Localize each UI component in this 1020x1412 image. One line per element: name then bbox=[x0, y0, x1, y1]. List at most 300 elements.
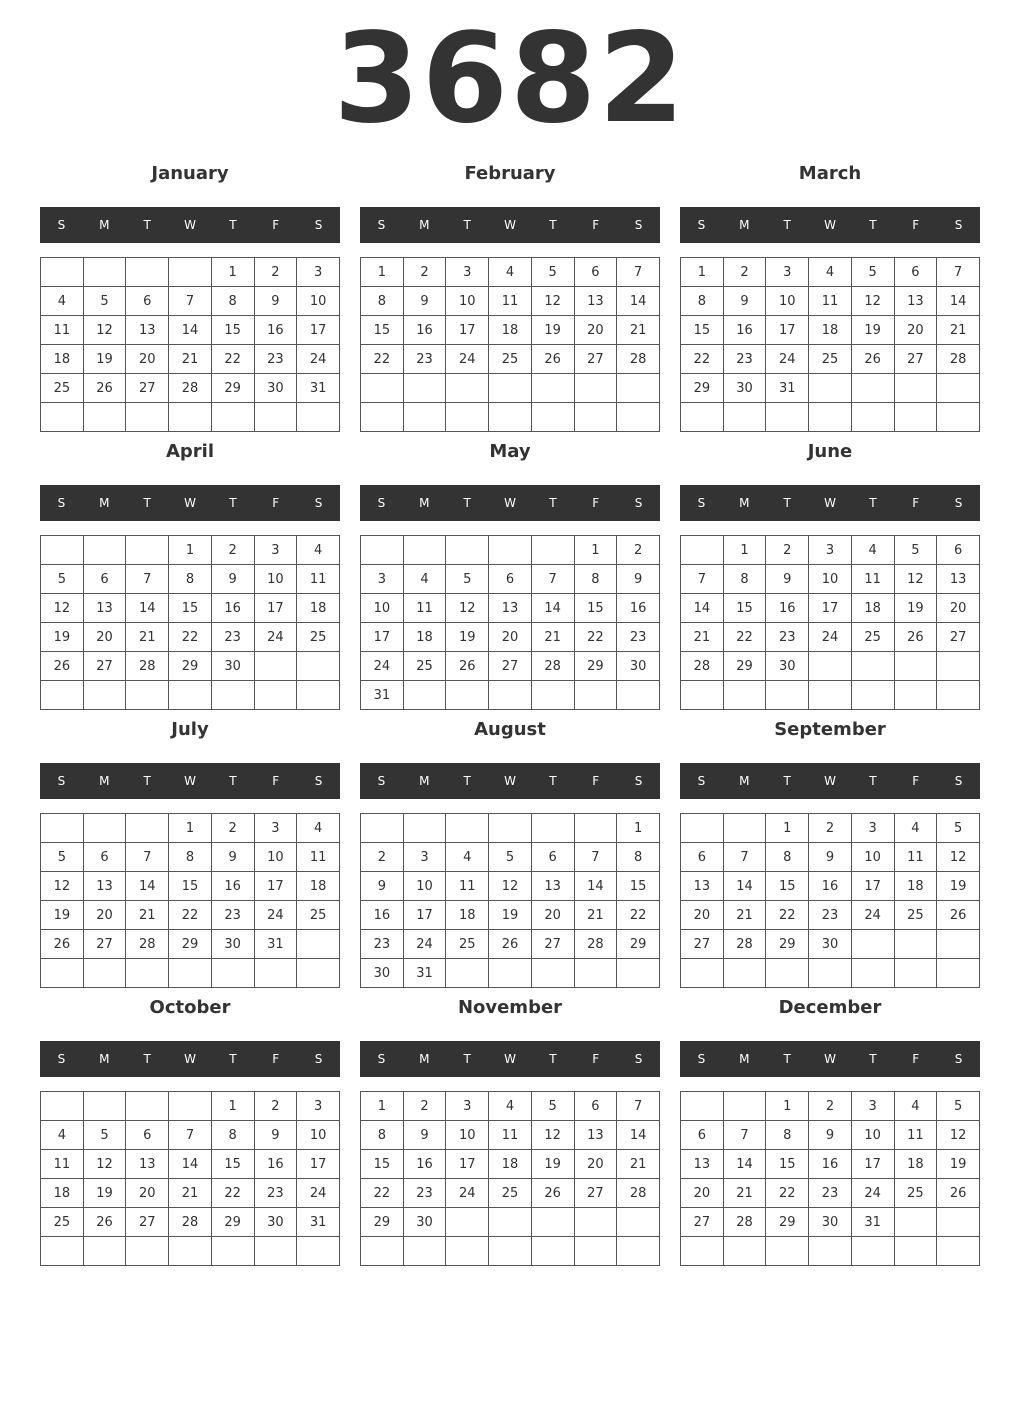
day-cell: 16 bbox=[211, 594, 254, 623]
day-cell: 6 bbox=[574, 258, 617, 287]
day-cell: 13 bbox=[83, 872, 126, 901]
weekday-label: S bbox=[697, 1052, 706, 1066]
day-cell: 7 bbox=[169, 1121, 212, 1150]
day-cell: 11 bbox=[403, 594, 446, 623]
empty-day-cell bbox=[937, 959, 980, 988]
weekday-label: F bbox=[912, 218, 920, 232]
empty-day-cell bbox=[297, 930, 340, 959]
day-cell: 29 bbox=[766, 1208, 809, 1237]
week-row bbox=[361, 959, 660, 988]
day-cell: 18 bbox=[894, 1150, 937, 1179]
week-row bbox=[361, 681, 660, 710]
empty-day-cell bbox=[766, 403, 809, 432]
day-grid bbox=[360, 1091, 660, 1266]
weekday-header bbox=[680, 207, 980, 243]
day-cell: 17 bbox=[446, 1150, 489, 1179]
empty-day-cell bbox=[169, 681, 212, 710]
day-cell: 23 bbox=[211, 901, 254, 930]
weekday-label: T bbox=[229, 218, 237, 232]
day-cell: 19 bbox=[937, 872, 980, 901]
day-cell: 26 bbox=[446, 652, 489, 681]
empty-day-cell bbox=[617, 959, 660, 988]
week-row bbox=[681, 930, 980, 959]
weekday-label: F bbox=[592, 1052, 600, 1066]
day-cell: 20 bbox=[126, 345, 169, 374]
day-cell: 18 bbox=[851, 594, 894, 623]
day-cell: 24 bbox=[809, 623, 852, 652]
day-cell: 26 bbox=[41, 930, 84, 959]
empty-day-cell bbox=[937, 652, 980, 681]
day-cell: 2 bbox=[211, 814, 254, 843]
empty-day-cell bbox=[766, 681, 809, 710]
day-cell: 24 bbox=[446, 345, 489, 374]
week-row bbox=[681, 814, 980, 843]
day-cell: 13 bbox=[681, 1150, 724, 1179]
day-cell: 20 bbox=[83, 901, 126, 930]
empty-day-cell bbox=[83, 1237, 126, 1266]
empty-day-cell bbox=[489, 959, 532, 988]
week-row bbox=[41, 594, 340, 623]
empty-day-cell bbox=[766, 1237, 809, 1266]
day-cell: 15 bbox=[723, 594, 766, 623]
month-name: January bbox=[151, 163, 229, 184]
day-cell: 28 bbox=[937, 345, 980, 374]
empty-day-cell bbox=[126, 258, 169, 287]
week-row bbox=[681, 901, 980, 930]
empty-day-cell bbox=[937, 403, 980, 432]
day-cell: 10 bbox=[446, 287, 489, 316]
day-cell: 18 bbox=[297, 594, 340, 623]
weekday-label: T bbox=[783, 496, 791, 510]
weekday-label: M bbox=[739, 774, 750, 788]
day-cell: 27 bbox=[681, 1208, 724, 1237]
day-cell: 28 bbox=[531, 652, 574, 681]
week-row bbox=[41, 652, 340, 681]
week-row bbox=[681, 594, 980, 623]
day-cell: 18 bbox=[894, 872, 937, 901]
day-cell: 19 bbox=[83, 1179, 126, 1208]
empty-day-cell bbox=[126, 814, 169, 843]
day-cell: 10 bbox=[446, 1121, 489, 1150]
empty-day-cell bbox=[489, 374, 532, 403]
empty-day-cell bbox=[361, 814, 404, 843]
day-cell: 12 bbox=[531, 1121, 574, 1150]
empty-day-cell bbox=[894, 374, 937, 403]
empty-day-cell bbox=[531, 1208, 574, 1237]
empty-day-cell bbox=[403, 1237, 446, 1266]
day-cell: 7 bbox=[617, 258, 660, 287]
day-cell: 19 bbox=[41, 623, 84, 652]
day-cell: 23 bbox=[254, 1179, 297, 1208]
day-cell: 3 bbox=[446, 1092, 489, 1121]
weekday-label: W bbox=[184, 218, 196, 232]
day-cell: 23 bbox=[809, 1179, 852, 1208]
week-row bbox=[361, 316, 660, 345]
day-cell: 27 bbox=[126, 1208, 169, 1237]
weekday-header bbox=[360, 763, 660, 799]
weekday-label: F bbox=[272, 496, 280, 510]
day-cell: 14 bbox=[681, 594, 724, 623]
empty-day-cell bbox=[403, 681, 446, 710]
weekday-header bbox=[360, 485, 660, 521]
day-cell: 17 bbox=[297, 316, 340, 345]
day-cell: 5 bbox=[937, 1092, 980, 1121]
day-cell: 26 bbox=[851, 345, 894, 374]
empty-day-cell bbox=[446, 959, 489, 988]
day-cell: 22 bbox=[361, 345, 404, 374]
day-grid bbox=[680, 257, 980, 432]
empty-day-cell bbox=[41, 1237, 84, 1266]
day-cell: 30 bbox=[809, 1208, 852, 1237]
day-cell: 1 bbox=[766, 814, 809, 843]
month-name: May bbox=[489, 441, 531, 462]
day-cell: 21 bbox=[681, 623, 724, 652]
day-cell: 8 bbox=[723, 565, 766, 594]
day-cell: 13 bbox=[574, 287, 617, 316]
day-cell: 26 bbox=[489, 930, 532, 959]
day-cell: 21 bbox=[617, 316, 660, 345]
weekday-label: W bbox=[824, 496, 836, 510]
day-cell: 4 bbox=[809, 258, 852, 287]
day-cell: 17 bbox=[851, 872, 894, 901]
weekday-label: S bbox=[57, 774, 66, 788]
empty-day-cell bbox=[169, 258, 212, 287]
empty-day-cell bbox=[894, 1208, 937, 1237]
weekday-header bbox=[40, 207, 340, 243]
day-cell: 14 bbox=[169, 1150, 212, 1179]
day-cell: 10 bbox=[403, 872, 446, 901]
week-row bbox=[361, 403, 660, 432]
week-row bbox=[681, 652, 980, 681]
day-cell: 25 bbox=[41, 374, 84, 403]
week-row bbox=[681, 1121, 980, 1150]
day-cell: 8 bbox=[211, 1121, 254, 1150]
day-cell: 22 bbox=[681, 345, 724, 374]
weekday-label: S bbox=[377, 1052, 386, 1066]
day-cell: 25 bbox=[894, 901, 937, 930]
weekday-label: T bbox=[783, 1052, 791, 1066]
day-cell: 6 bbox=[937, 536, 980, 565]
weekday-label: S bbox=[634, 496, 643, 510]
empty-day-cell bbox=[41, 681, 84, 710]
empty-day-cell bbox=[211, 959, 254, 988]
day-cell: 6 bbox=[126, 287, 169, 316]
week-row bbox=[681, 287, 980, 316]
day-cell: 14 bbox=[126, 594, 169, 623]
day-cell: 20 bbox=[489, 623, 532, 652]
weekday-label: M bbox=[419, 218, 430, 232]
day-cell: 6 bbox=[681, 843, 724, 872]
day-cell: 26 bbox=[83, 374, 126, 403]
day-cell: 14 bbox=[169, 316, 212, 345]
weekday-label: T bbox=[463, 218, 471, 232]
day-cell: 22 bbox=[211, 1179, 254, 1208]
day-cell: 24 bbox=[851, 901, 894, 930]
year-title: 3682 bbox=[333, 7, 687, 151]
empty-day-cell bbox=[937, 1208, 980, 1237]
weekday-label: T bbox=[549, 1052, 557, 1066]
day-cell: 7 bbox=[681, 565, 724, 594]
month-name: February bbox=[464, 163, 556, 184]
empty-day-cell bbox=[297, 681, 340, 710]
month-name: November bbox=[457, 997, 563, 1018]
day-cell: 11 bbox=[297, 843, 340, 872]
day-cell: 6 bbox=[83, 565, 126, 594]
week-row bbox=[361, 843, 660, 872]
day-cell: 8 bbox=[361, 1121, 404, 1150]
day-cell: 9 bbox=[403, 1121, 446, 1150]
day-cell: 17 bbox=[361, 623, 404, 652]
weekday-label: T bbox=[869, 774, 877, 788]
day-cell: 22 bbox=[723, 623, 766, 652]
empty-day-cell bbox=[531, 681, 574, 710]
weekday-label: W bbox=[504, 496, 516, 510]
week-row bbox=[681, 258, 980, 287]
day-cell: 4 bbox=[403, 565, 446, 594]
day-cell: 26 bbox=[531, 1179, 574, 1208]
weekday-label: S bbox=[697, 774, 706, 788]
week-row bbox=[361, 345, 660, 374]
day-cell: 27 bbox=[894, 345, 937, 374]
day-cell: 31 bbox=[766, 374, 809, 403]
day-cell: 31 bbox=[254, 930, 297, 959]
day-cell: 4 bbox=[297, 536, 340, 565]
empty-day-cell bbox=[361, 1237, 404, 1266]
day-cell: 9 bbox=[254, 1121, 297, 1150]
day-cell: 13 bbox=[937, 565, 980, 594]
day-cell: 4 bbox=[297, 814, 340, 843]
day-cell: 7 bbox=[617, 1092, 660, 1121]
empty-day-cell bbox=[723, 1092, 766, 1121]
day-cell: 12 bbox=[83, 316, 126, 345]
empty-day-cell bbox=[937, 930, 980, 959]
weekday-label: F bbox=[912, 496, 920, 510]
day-cell: 29 bbox=[617, 930, 660, 959]
week-row bbox=[681, 623, 980, 652]
day-cell: 30 bbox=[361, 959, 404, 988]
day-cell: 26 bbox=[83, 1208, 126, 1237]
day-cell: 21 bbox=[126, 901, 169, 930]
day-cell: 7 bbox=[723, 1121, 766, 1150]
day-cell: 12 bbox=[446, 594, 489, 623]
week-row bbox=[41, 623, 340, 652]
weekday-label: F bbox=[272, 1052, 280, 1066]
day-cell: 4 bbox=[851, 536, 894, 565]
empty-day-cell bbox=[617, 1237, 660, 1266]
day-cell: 9 bbox=[361, 872, 404, 901]
day-cell: 12 bbox=[937, 843, 980, 872]
week-row bbox=[361, 287, 660, 316]
empty-day-cell bbox=[937, 1237, 980, 1266]
empty-day-cell bbox=[574, 1237, 617, 1266]
day-cell: 14 bbox=[617, 287, 660, 316]
day-cell: 25 bbox=[297, 623, 340, 652]
day-cell: 8 bbox=[681, 287, 724, 316]
day-cell: 17 bbox=[403, 901, 446, 930]
day-cell: 16 bbox=[723, 316, 766, 345]
day-cell: 14 bbox=[617, 1121, 660, 1150]
weekday-label: W bbox=[504, 774, 516, 788]
day-cell: 4 bbox=[489, 258, 532, 287]
empty-day-cell bbox=[617, 374, 660, 403]
empty-day-cell bbox=[126, 959, 169, 988]
empty-day-cell bbox=[531, 374, 574, 403]
empty-day-cell bbox=[446, 536, 489, 565]
week-row bbox=[681, 1150, 980, 1179]
day-cell: 27 bbox=[83, 652, 126, 681]
day-cell: 5 bbox=[446, 565, 489, 594]
day-cell: 5 bbox=[489, 843, 532, 872]
day-cell: 23 bbox=[766, 623, 809, 652]
weekday-label: F bbox=[912, 1052, 920, 1066]
day-cell: 9 bbox=[211, 565, 254, 594]
weekday-label: M bbox=[99, 774, 110, 788]
empty-day-cell bbox=[681, 536, 724, 565]
week-row bbox=[41, 1179, 340, 1208]
weekday-header bbox=[40, 763, 340, 799]
week-row bbox=[681, 403, 980, 432]
week-row bbox=[681, 872, 980, 901]
day-cell: 2 bbox=[617, 536, 660, 565]
empty-day-cell bbox=[126, 403, 169, 432]
day-cell: 8 bbox=[766, 843, 809, 872]
empty-day-cell bbox=[681, 681, 724, 710]
weekday-label: S bbox=[634, 774, 643, 788]
day-cell: 28 bbox=[723, 1208, 766, 1237]
weekday-label: M bbox=[419, 774, 430, 788]
empty-day-cell bbox=[617, 1208, 660, 1237]
day-cell: 25 bbox=[297, 901, 340, 930]
week-row bbox=[361, 652, 660, 681]
empty-day-cell bbox=[809, 1237, 852, 1266]
day-cell: 28 bbox=[617, 345, 660, 374]
empty-day-cell bbox=[531, 536, 574, 565]
week-row bbox=[41, 1208, 340, 1237]
weekday-label: W bbox=[504, 1052, 516, 1066]
weekday-label: M bbox=[99, 218, 110, 232]
week-row bbox=[361, 901, 660, 930]
empty-day-cell bbox=[403, 814, 446, 843]
empty-day-cell bbox=[446, 1237, 489, 1266]
empty-day-cell bbox=[851, 681, 894, 710]
day-cell: 8 bbox=[617, 843, 660, 872]
empty-day-cell bbox=[446, 814, 489, 843]
day-cell: 24 bbox=[851, 1179, 894, 1208]
week-row bbox=[681, 565, 980, 594]
month-name: April bbox=[165, 441, 215, 462]
empty-day-cell bbox=[489, 681, 532, 710]
day-cell: 5 bbox=[83, 287, 126, 316]
day-cell: 2 bbox=[361, 843, 404, 872]
day-cell: 4 bbox=[41, 287, 84, 316]
day-cell: 2 bbox=[766, 536, 809, 565]
day-cell: 16 bbox=[809, 872, 852, 901]
day-cell: 22 bbox=[766, 901, 809, 930]
day-cell: 30 bbox=[809, 930, 852, 959]
day-cell: 27 bbox=[489, 652, 532, 681]
day-cell: 29 bbox=[681, 374, 724, 403]
day-cell: 10 bbox=[809, 565, 852, 594]
day-grid bbox=[40, 1091, 340, 1266]
empty-day-cell bbox=[254, 959, 297, 988]
day-cell: 17 bbox=[766, 316, 809, 345]
weekday-label: M bbox=[739, 218, 750, 232]
empty-day-cell bbox=[211, 1237, 254, 1266]
day-cell: 17 bbox=[297, 1150, 340, 1179]
day-cell: 6 bbox=[574, 1092, 617, 1121]
day-cell: 15 bbox=[617, 872, 660, 901]
day-cell: 19 bbox=[489, 901, 532, 930]
empty-day-cell bbox=[851, 930, 894, 959]
day-cell: 12 bbox=[531, 287, 574, 316]
empty-day-cell bbox=[851, 374, 894, 403]
weekday-label: S bbox=[634, 218, 643, 232]
day-cell: 24 bbox=[446, 1179, 489, 1208]
empty-day-cell bbox=[126, 1092, 169, 1121]
weekday-label: W bbox=[824, 774, 836, 788]
day-cell: 8 bbox=[361, 287, 404, 316]
day-cell: 6 bbox=[126, 1121, 169, 1150]
day-cell: 29 bbox=[169, 930, 212, 959]
day-cell: 22 bbox=[211, 345, 254, 374]
day-cell: 31 bbox=[297, 374, 340, 403]
weekday-label: F bbox=[912, 774, 920, 788]
day-cell: 26 bbox=[41, 652, 84, 681]
week-row bbox=[361, 594, 660, 623]
day-cell: 12 bbox=[83, 1150, 126, 1179]
day-cell: 2 bbox=[254, 258, 297, 287]
day-grid bbox=[40, 535, 340, 710]
empty-day-cell bbox=[574, 1208, 617, 1237]
day-cell: 18 bbox=[41, 345, 84, 374]
day-cell: 22 bbox=[361, 1179, 404, 1208]
day-cell: 1 bbox=[723, 536, 766, 565]
weekday-label: S bbox=[314, 218, 323, 232]
day-cell: 6 bbox=[83, 843, 126, 872]
week-row bbox=[41, 345, 340, 374]
weekday-label: S bbox=[634, 1052, 643, 1066]
day-cell: 20 bbox=[937, 594, 980, 623]
weekday-label: S bbox=[377, 218, 386, 232]
week-row bbox=[361, 1150, 660, 1179]
day-cell: 11 bbox=[489, 287, 532, 316]
day-cell: 31 bbox=[851, 1208, 894, 1237]
week-row bbox=[41, 1237, 340, 1266]
day-cell: 27 bbox=[681, 930, 724, 959]
empty-day-cell bbox=[809, 652, 852, 681]
empty-day-cell bbox=[211, 681, 254, 710]
weekday-label: W bbox=[824, 1052, 836, 1066]
day-cell: 24 bbox=[297, 345, 340, 374]
day-cell: 2 bbox=[403, 1092, 446, 1121]
empty-day-cell bbox=[894, 959, 937, 988]
day-cell: 30 bbox=[723, 374, 766, 403]
day-cell: 21 bbox=[723, 901, 766, 930]
day-cell: 21 bbox=[574, 901, 617, 930]
day-cell: 29 bbox=[211, 374, 254, 403]
empty-day-cell bbox=[297, 959, 340, 988]
weekday-label: S bbox=[377, 496, 386, 510]
day-cell: 25 bbox=[403, 652, 446, 681]
empty-day-cell bbox=[809, 403, 852, 432]
day-cell: 11 bbox=[809, 287, 852, 316]
day-cell: 25 bbox=[41, 1208, 84, 1237]
day-cell: 16 bbox=[809, 1150, 852, 1179]
day-cell: 3 bbox=[297, 258, 340, 287]
day-cell: 5 bbox=[851, 258, 894, 287]
day-cell: 30 bbox=[766, 652, 809, 681]
day-cell: 28 bbox=[126, 652, 169, 681]
